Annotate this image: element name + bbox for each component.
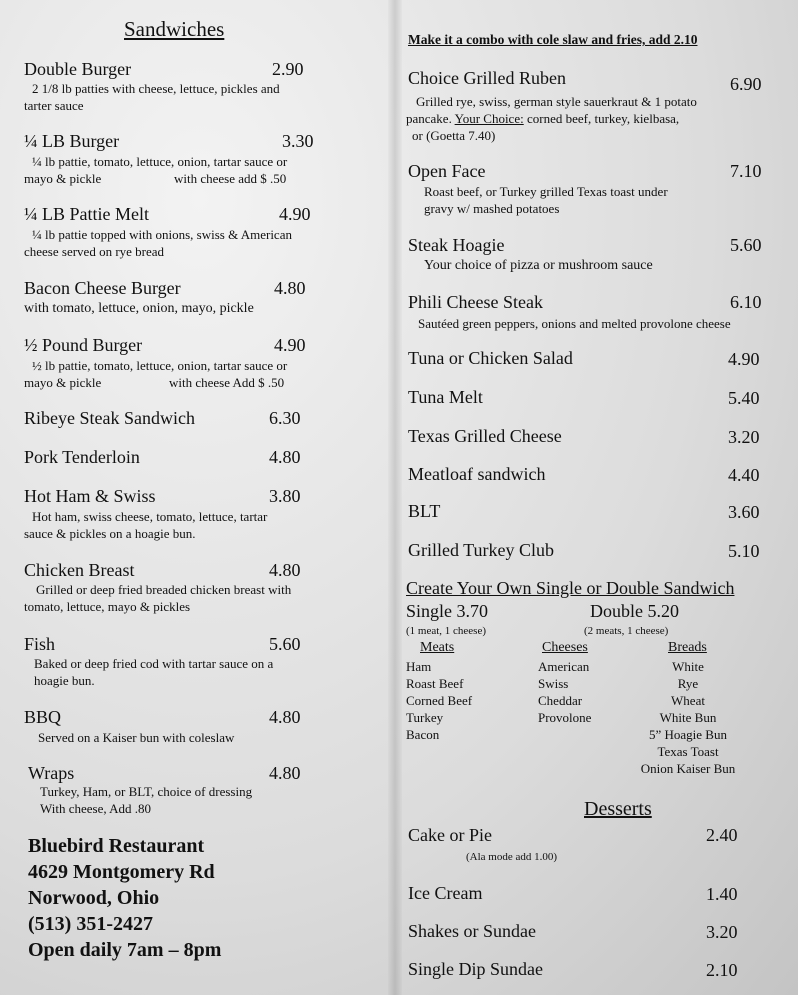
- dessert-price: 2.40: [706, 825, 738, 845]
- item-price: 5.60: [730, 235, 762, 255]
- item-desc: hoagie bun.: [34, 673, 95, 688]
- list-item: Wheat: [671, 693, 705, 708]
- item-price: 3.20: [728, 427, 760, 447]
- restaurant-hours: Open daily 7am – 8pm: [28, 939, 222, 961]
- item-desc: Served on a Kaiser bun with coleslaw: [38, 730, 235, 745]
- item-desc: with tomato, lettuce, onion, mayo, pickle: [24, 301, 254, 316]
- item-desc: Grilled or deep fried breaded chicken breast with: [36, 582, 292, 597]
- dessert-note: (Ala mode add 1.00): [466, 851, 558, 863]
- item-price: 6.30: [269, 408, 301, 428]
- item-price: 5.60: [269, 634, 301, 654]
- item-name: BLT: [408, 501, 441, 521]
- list-item: Turkey: [406, 710, 444, 725]
- dessert-price: 1.40: [706, 884, 738, 904]
- item-name: Meatloaf sandwich: [408, 464, 546, 484]
- item-name: ¼ LB Pattie Melt: [24, 204, 149, 224]
- item-price: 4.90: [728, 349, 760, 369]
- item-desc: ½ lb pattie, tomato, lettuce, onion, tartar sauce or: [32, 358, 288, 373]
- item-desc: or (Goetta 7.40): [412, 128, 496, 143]
- item-name: Choice Grilled Ruben: [408, 68, 566, 88]
- item-desc: tomato, lettuce, mayo & pickles: [24, 599, 191, 614]
- item-desc: Grilled rye, swiss, german style sauerkraut & 1 potato: [416, 94, 697, 109]
- item-desc: sauce & pickles on a hoagie bun.: [24, 526, 196, 541]
- list-item: Swiss: [538, 676, 569, 691]
- dessert-price: 3.20: [706, 922, 738, 942]
- list-item: Onion Kaiser Bun: [640, 761, 736, 776]
- restaurant-city: Norwood, Ohio: [28, 887, 160, 909]
- item-extra: with cheese add $ .50: [174, 171, 287, 186]
- list-item: Texas Toast: [657, 744, 719, 759]
- item-desc: Your choice of pizza or mushroom sauce: [424, 258, 653, 273]
- item-name: Bacon Cheese Burger: [24, 278, 181, 298]
- item-name: Open Face: [408, 161, 486, 181]
- item-name: Chicken Breast: [24, 560, 135, 580]
- item-name: Grilled Turkey Club: [408, 540, 555, 560]
- item-desc: gravy w/ mashed potatoes: [424, 201, 560, 216]
- item-desc: Roast beef, or Turkey grilled Texas toast under: [424, 184, 668, 199]
- list-item: Corned Beef: [406, 693, 473, 708]
- item-name: Tuna Melt: [408, 387, 483, 407]
- list-item: Roast Beef: [406, 676, 464, 691]
- item-extra: with cheese Add $ .50: [169, 375, 285, 390]
- item-price: 2.90: [272, 59, 304, 79]
- breads-heading: Breads: [668, 640, 707, 655]
- item-desc: Sautéed green peppers, onions and melted provolone cheese: [418, 316, 731, 331]
- cheeses-list: [538, 658, 591, 726]
- item-price: 4.80: [274, 278, 306, 298]
- dessert-name: Shakes or Sundae: [408, 921, 536, 941]
- create-your-own-heading: Create Your Own Single or Double Sandwich: [406, 578, 735, 598]
- item-name: Texas Grilled Cheese: [408, 426, 562, 446]
- your-choice-label: Your Choice:: [454, 111, 524, 126]
- list-item: Rye: [677, 676, 699, 691]
- list-item: American: [538, 659, 590, 674]
- dessert-name: Ice Cream: [408, 883, 483, 903]
- restaurant-name: Bluebird Restaurant: [28, 835, 205, 857]
- item-name: Pork Tenderloin: [24, 447, 140, 467]
- item-desc: [406, 111, 679, 126]
- item-price: 4.40: [728, 465, 760, 485]
- item-desc: Turkey, Ham, or BLT, choice of dressing: [40, 784, 253, 799]
- item-desc-part: corned beef, turkey, kielbasa,: [523, 111, 680, 126]
- item-price: 4.80: [269, 447, 301, 467]
- paper-fold: [388, 0, 402, 995]
- item-price: 6.10: [730, 292, 762, 312]
- list-item: Ham: [406, 659, 432, 674]
- dessert-name: Cake or Pie: [408, 825, 492, 845]
- restaurant-phone: (513) 351-2427: [28, 913, 153, 935]
- item-desc: ¼ lb pattie, tomato, lettuce, onion, tartar sauce or: [32, 154, 288, 169]
- item-desc: ¼ lb pattie topped with onions, swiss & American: [32, 227, 292, 242]
- item-price: 4.90: [279, 204, 311, 224]
- single-note: (1 meat, 1 cheese): [406, 625, 487, 637]
- item-price: 5.40: [728, 388, 760, 408]
- item-name: ½ Pound Burger: [24, 335, 143, 355]
- item-price: 3.30: [282, 131, 314, 151]
- item-name: Wraps: [28, 763, 75, 783]
- item-name: BBQ: [24, 707, 62, 727]
- item-desc: mayo & pickle: [24, 375, 102, 390]
- item-name: Ribeye Steak Sandwich: [24, 408, 195, 428]
- meats-heading: Meats: [420, 640, 455, 655]
- cheeses-heading: Cheeses: [542, 640, 588, 655]
- item-desc: Hot ham, swiss cheese, tomato, lettuce, tartar: [32, 509, 268, 524]
- dessert-name: Single Dip Sundae: [408, 959, 543, 979]
- dessert-price: 2.10: [706, 960, 738, 980]
- list-item: White Bun: [659, 710, 717, 725]
- item-desc: With cheese, Add .80: [40, 801, 152, 816]
- single-option: Single 3.70: [406, 601, 489, 621]
- item-name: ¼ LB Burger: [24, 131, 120, 151]
- item-desc: 2 1/8 lb patties with cheese, lettuce, pickles and: [32, 81, 280, 96]
- sandwiches-heading: Sandwiches: [124, 17, 225, 41]
- breads-list: [632, 658, 744, 777]
- meats-list: [406, 658, 472, 743]
- item-price: 4.80: [269, 560, 301, 580]
- item-price: 3.80: [269, 486, 301, 506]
- list-item: Bacon: [406, 727, 440, 742]
- item-price: 4.80: [269, 763, 301, 783]
- item-name: Tuna or Chicken Salad: [408, 348, 573, 368]
- item-price: 3.60: [728, 502, 760, 522]
- item-name: Double Burger: [24, 59, 132, 79]
- item-name: Fish: [24, 634, 56, 654]
- double-note: (2 meats, 1 cheese): [584, 625, 669, 637]
- item-price: 4.80: [269, 707, 301, 727]
- combo-offer: Make it a combo with cole slaw and fries, add 2.10: [408, 32, 698, 47]
- item-desc: Baked or deep fried cod with tartar sauce on a: [34, 656, 274, 671]
- item-price: 4.90: [274, 335, 306, 355]
- item-name: Hot Ham & Swiss: [24, 486, 156, 506]
- item-desc: tarter sauce: [24, 98, 84, 113]
- item-price: 5.10: [728, 541, 760, 561]
- item-desc: mayo & pickle: [24, 171, 102, 186]
- item-name: Phili Cheese Steak: [408, 292, 543, 312]
- list-item: Provolone: [538, 710, 592, 725]
- restaurant-address: 4629 Montgomery Rd: [28, 861, 215, 883]
- item-price: 6.90: [730, 74, 762, 94]
- item-desc: cheese served on rye bread: [24, 244, 165, 259]
- item-price: 7.10: [730, 161, 762, 181]
- item-name: Steak Hoagie: [408, 235, 505, 255]
- list-item: 5” Hoagie Bun: [649, 727, 727, 742]
- desserts-heading: Desserts: [584, 798, 652, 820]
- item-desc-part: pancake.: [406, 111, 455, 126]
- list-item: White: [672, 659, 704, 674]
- double-option: Double 5.20: [590, 601, 679, 621]
- list-item: Cheddar: [538, 693, 583, 708]
